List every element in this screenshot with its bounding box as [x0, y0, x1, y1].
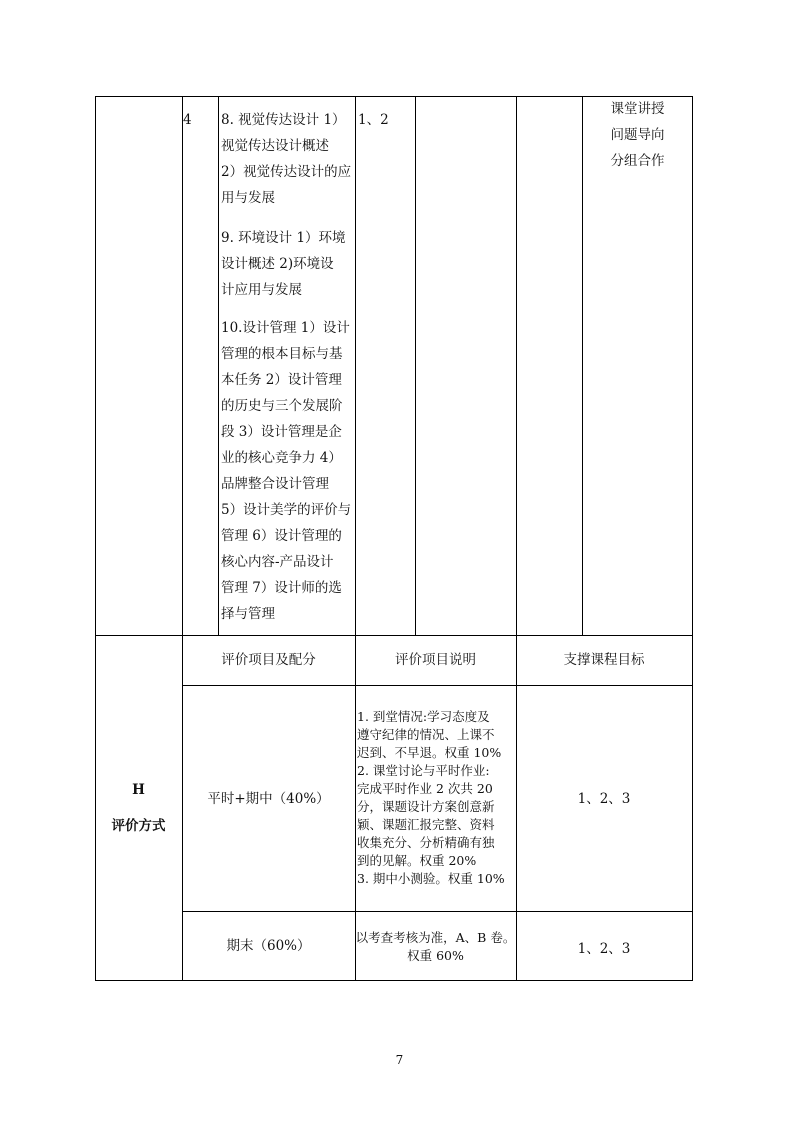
content-line: 9. 环境设计 1）环境 — [221, 230, 346, 246]
eval-description-final — [355, 929, 516, 965]
content-line: 择与管理 — [221, 606, 275, 622]
content-line: 视觉传达设计概述 — [221, 138, 329, 154]
description-line: 2. 课堂讨论与平时作业: — [357, 763, 490, 778]
content-line: 管理的根本目标与基 — [221, 346, 343, 362]
description-line: 1. 到堂情况:学习态度及 — [357, 709, 490, 724]
col-divider-a — [182, 96, 183, 981]
content-block-10 — [221, 315, 351, 627]
description-line: 3. 期中小测验。权重 10% — [357, 871, 505, 886]
row-divider-header-bottom — [182, 685, 693, 686]
description-line: 分，课题设计方案创意新 — [357, 799, 495, 814]
content-line: 业的核心竞争力 4） — [221, 450, 342, 466]
table-bottom-border — [95, 980, 693, 981]
col-divider-e — [516, 96, 517, 981]
content-block-9 — [221, 225, 346, 303]
header-supported-objectives: 支撑课程目标 — [563, 652, 645, 668]
content-line: 的历史与三个发展阶 — [221, 398, 343, 414]
teaching-methods-cell — [583, 96, 692, 174]
col-divider-c — [355, 96, 356, 981]
content-line: 8. 视觉传达设计 1） — [221, 112, 346, 128]
method-line: 课堂讲授 — [610, 101, 665, 117]
content-line: 管理 6）设计管理的 — [221, 528, 342, 544]
content-line: 管理 7）设计师的选 — [221, 580, 342, 596]
description-line: 迟到、不早退。权重 10% — [357, 745, 502, 760]
col-divider-b — [218, 96, 219, 635]
col-divider-f — [582, 96, 583, 635]
content-line: 本任务 2）设计管理 — [221, 372, 342, 388]
description-line: 收集充分、分析精确有独 — [357, 835, 495, 850]
content-block-8 — [221, 107, 351, 211]
eval-targets-final: 1、2、3 — [577, 941, 631, 957]
eval-item-regular: 平时+期中（40%） — [207, 791, 330, 807]
content-line: 品牌整合设计管理 — [221, 476, 329, 492]
content-line: 核心内容-产品设计 — [221, 554, 334, 570]
content-line: 5）设计美学的评价与 — [221, 502, 352, 518]
header-eval-description: 评价项目说明 — [395, 652, 476, 668]
method-line: 分组合作 — [610, 153, 665, 169]
col-divider-d — [415, 96, 416, 635]
content-line: 10.设计管理 1）设计 — [221, 320, 350, 336]
content-line: 段 3）设计管理是企 — [221, 424, 342, 440]
row-divider-row1-bottom — [182, 911, 693, 912]
row-divider-eval-top — [95, 635, 693, 636]
eval-targets-regular: 1、2、3 — [577, 791, 631, 807]
eval-item-final: 期末（60%） — [226, 938, 311, 954]
header-eval-item: 评价项目及配分 — [221, 652, 316, 668]
content-line: 计应用与发展 — [221, 282, 302, 298]
week-number: 4 — [183, 112, 192, 128]
method-line: 问题导向 — [610, 127, 665, 143]
page-number: 7 — [395, 1053, 404, 1067]
objectives-cell: 1、2 — [358, 112, 389, 128]
description-line: 到的见解。权重 20% — [357, 853, 477, 868]
content-line: 设计概述 2)环境设 — [221, 256, 334, 272]
description-line: 权重 60% — [407, 948, 464, 963]
section-label-letter: H — [132, 782, 145, 798]
content-line: 用与发展 — [221, 190, 275, 206]
content-line: 2）视觉传达设计的应 — [221, 164, 352, 180]
eval-description-regular — [357, 708, 505, 888]
table-right-border — [692, 96, 693, 981]
description-line: 以考查考核为准，A、B 卷。 — [355, 930, 516, 945]
description-line: 遵守纪律的情况、上课不 — [357, 727, 495, 742]
description-line: 颖、课题汇报完整、资料 — [357, 817, 495, 832]
table-left-border — [95, 96, 96, 981]
description-line: 完成平时作业 2 次共 20 — [357, 781, 493, 796]
section-label-title: 评价方式 — [111, 818, 166, 834]
